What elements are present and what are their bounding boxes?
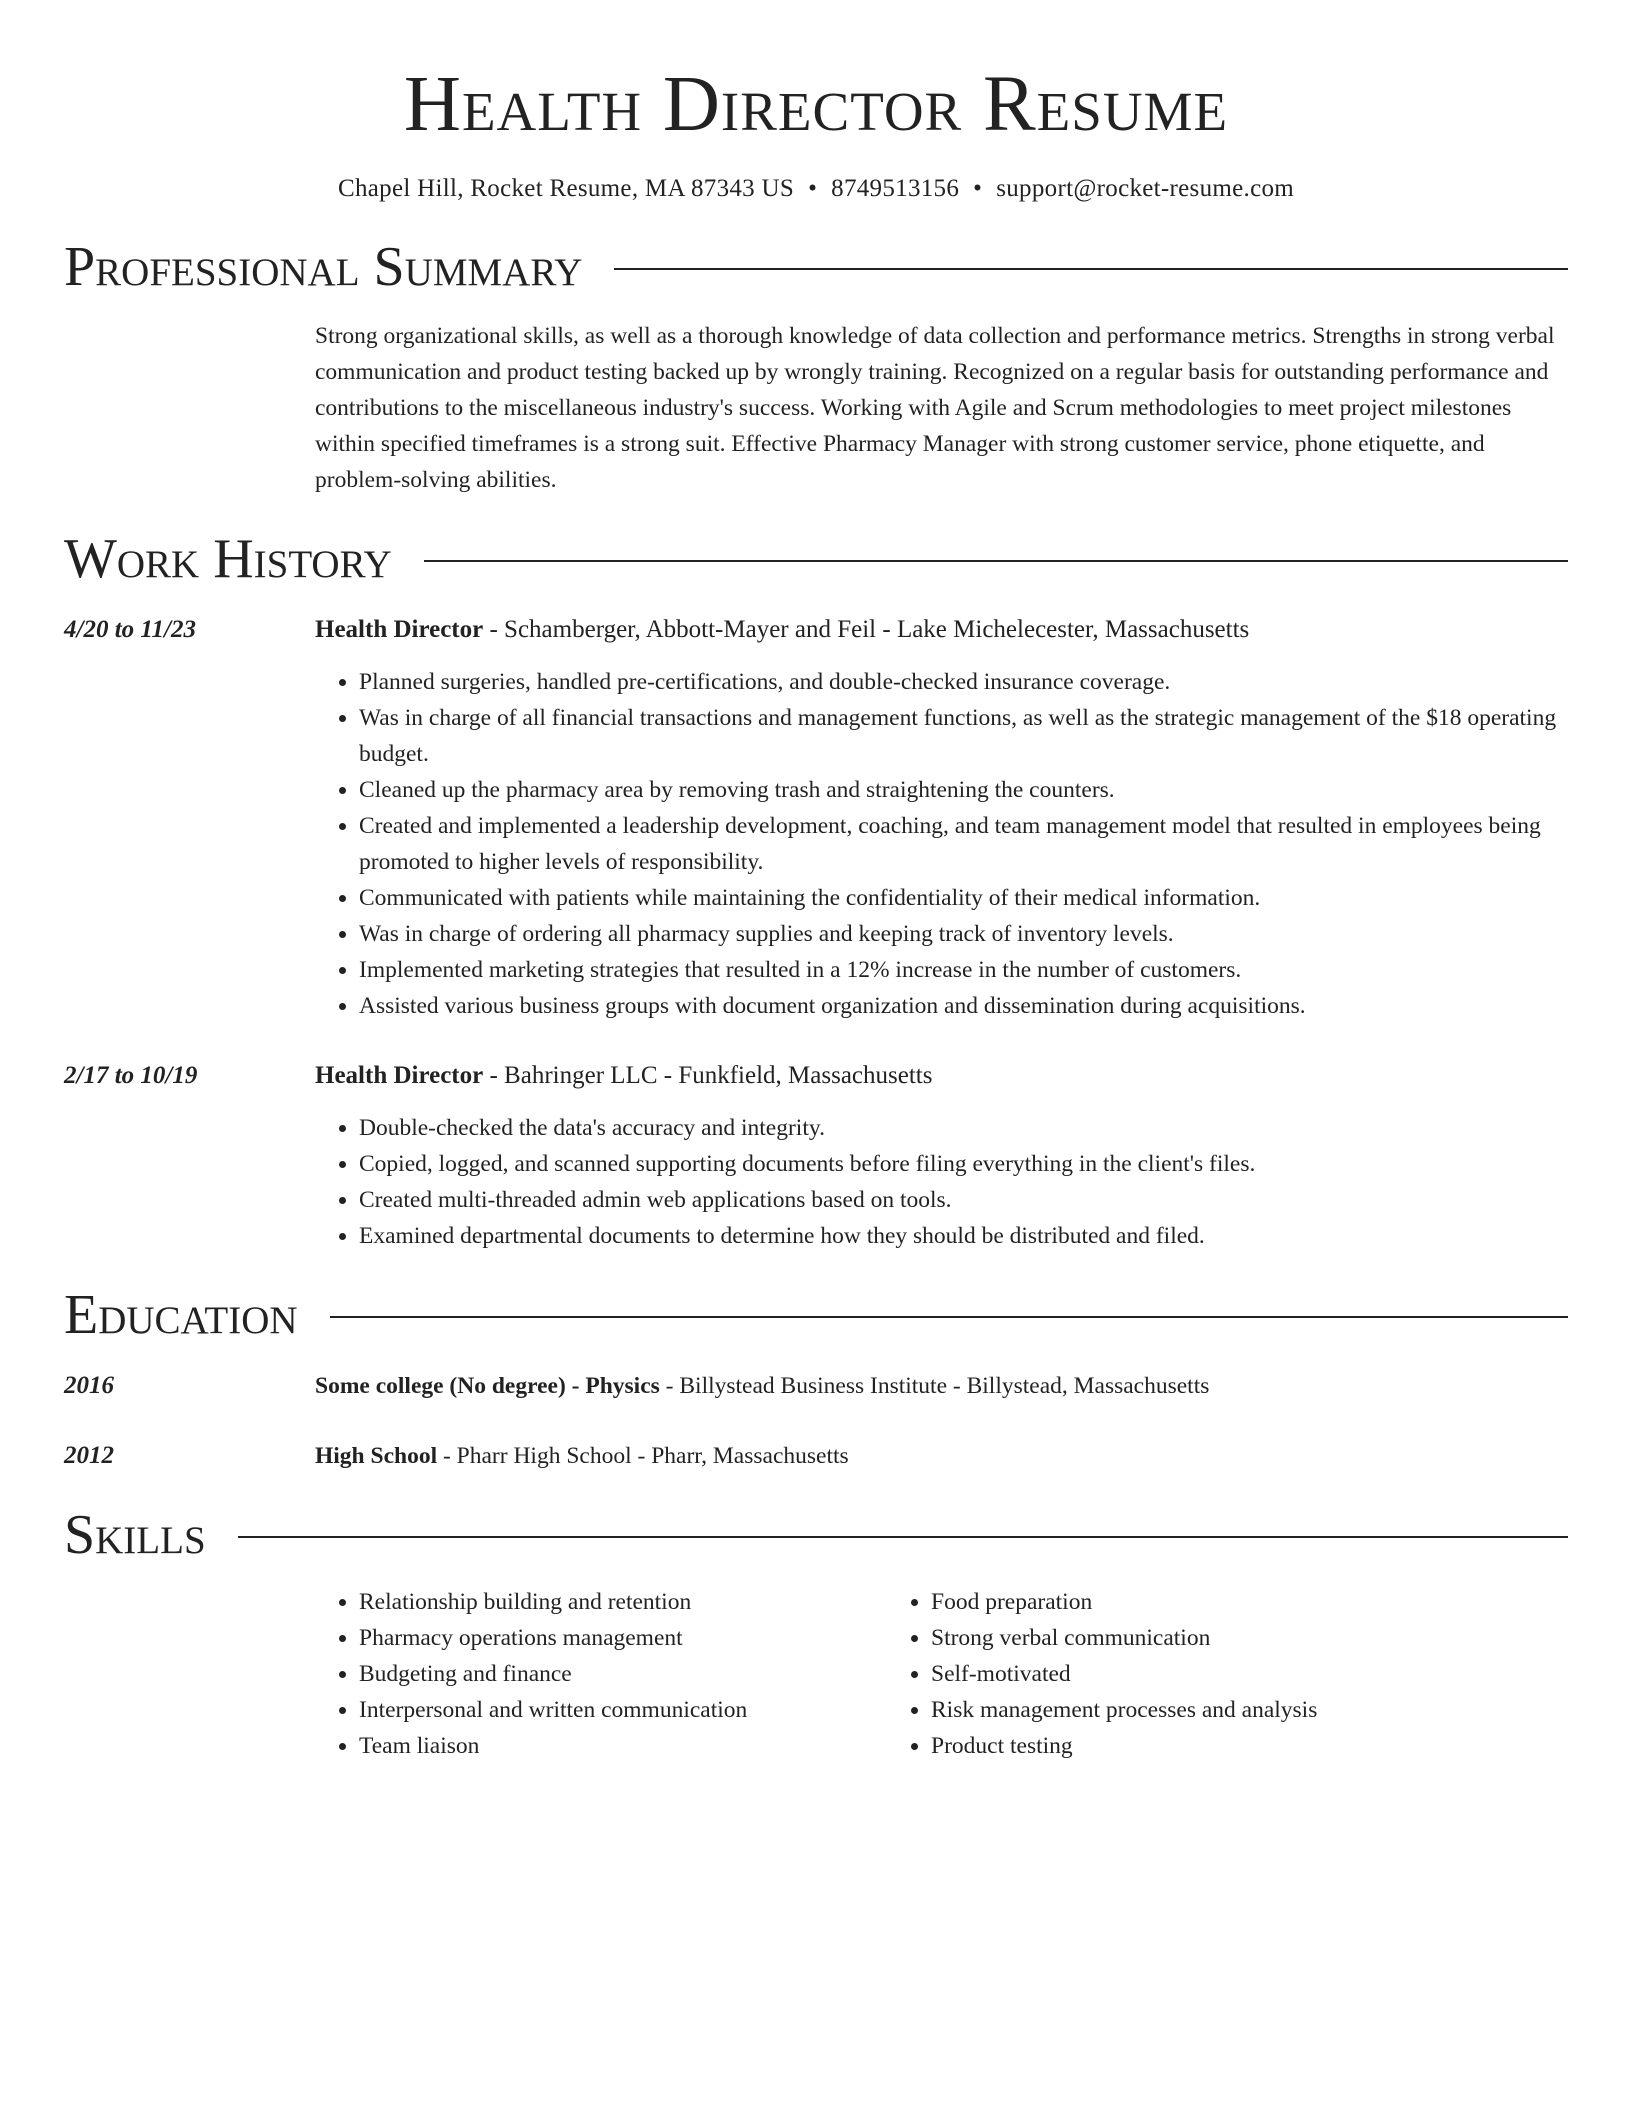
section-header-summary: [64, 232, 1568, 302]
list-item: • Copied, logged, and scanned supporting documents before filing everything in the client's files.: [359, 1146, 1568, 1182]
skills-list-right: [887, 1584, 1459, 1764]
section-title-work: Work History: [64, 528, 392, 590]
education-entry: [64, 1438, 1568, 1474]
job-employer: - Bahringer LLC - Funkfield, Massachusetts: [483, 1062, 933, 1089]
education-year: 2016: [64, 1372, 114, 1399]
job-bullet-list: [315, 1110, 1568, 1254]
list-item: • Product testing: [931, 1728, 1459, 1764]
education-degree: Some college (No degree) - Physics: [315, 1373, 660, 1399]
job-heading: [315, 1058, 1568, 1094]
section-title-summary: Professional Summary: [64, 236, 583, 298]
section-header-work: [64, 524, 1568, 594]
job-dates: 2/17 to 10/19: [64, 1062, 198, 1089]
education-school: - Billystead Business Institute - Billystead, Massachusetts: [659, 1373, 1210, 1399]
list-item: • Double-checked the data's accuracy and integrity.: [359, 1110, 1568, 1146]
list-item: • Self-motivated: [931, 1656, 1459, 1692]
contact-line: [64, 172, 1568, 206]
contact-phone: 8749513156: [831, 175, 960, 202]
list-item: • Relationship building and retention: [359, 1584, 887, 1620]
list-item: • Created multi-threaded admin web applications based on tools.: [359, 1182, 1568, 1218]
list-item: • Created and implemented a leadership development, coaching, and team management model that resulted in employees being promoted to higher levels of responsibility.: [359, 808, 1568, 880]
list-item: • Pharmacy operations management: [359, 1620, 887, 1656]
list-item: • Food preparation: [931, 1584, 1459, 1620]
skills-list-left: [315, 1584, 887, 1764]
job-heading: [315, 612, 1568, 648]
section-divider: [330, 1316, 1568, 1318]
contact-address: Chapel Hill, Rocket Resume, MA 87343 US: [337, 175, 795, 202]
education-entry: [64, 1368, 1568, 1404]
list-item: • Was in charge of all financial transactions and management functions, as well as the strategic management of the $18 operating budget.: [359, 700, 1568, 772]
job-content: [315, 1058, 1568, 1254]
summary-text: Strong organizational skills, as well as a thorough knowledge of data collection and performance metrics. Strengths in strong verbal communication and product testing backed up by wrongly training. Recognized on a regular basis for outstanding performance and contributions to the miscellaneous industry's success. Working with Agile and Scrum methodologies to meet project milestones within specified timeframes is a strong suit. Effective Pharmacy Manager with strong customer service, phone etiquette, and problem-solving abilities.: [315, 323, 1555, 493]
section-title-education: Education: [64, 1284, 298, 1346]
job-bullet-list: [315, 664, 1568, 1024]
job-entry: [64, 612, 1568, 1024]
list-item: • Implemented marketing strategies that resulted in a 12% increase in the number of customers.: [359, 952, 1568, 988]
list-item: • Team liaison: [359, 1728, 887, 1764]
list-item: • Cleaned up the pharmacy area by removing trash and straightening the counters.: [359, 772, 1568, 808]
job-dates: 4/20 to 11/23: [64, 616, 196, 643]
section-divider: [238, 1536, 1568, 1538]
education-content: [315, 1438, 1568, 1474]
skills-row: [64, 1570, 1568, 1764]
resume-title: Health Director Resume: [403, 61, 1229, 148]
education-degree: High School: [315, 1443, 438, 1469]
list-item: • Interpersonal and written communication: [359, 1692, 887, 1728]
section-divider: [614, 268, 1568, 270]
contact-separator: •: [973, 175, 983, 202]
job-employer: - Schamberger, Abbott-Mayer and Feil - Lake Michelecester, Massachusetts: [483, 616, 1250, 643]
summary-spacer: [64, 318, 315, 498]
section-header-education: [64, 1280, 1568, 1350]
section-title-skills: Skills: [64, 1504, 206, 1566]
skills-spacer: [64, 1570, 315, 1764]
education-year: 2012: [64, 1442, 114, 1469]
section-header-skills: [64, 1500, 1568, 1570]
education-content: [315, 1368, 1568, 1404]
list-item: • Examined departmental documents to determine how they should be distributed and filed.: [359, 1218, 1568, 1254]
job-title: Health Director: [315, 616, 484, 643]
education-school: - Pharr High School - Pharr, Massachusetts: [437, 1443, 849, 1469]
contact-separator: •: [808, 175, 818, 202]
list-item: • Budgeting and finance: [359, 1656, 887, 1692]
list-item: • Strong verbal communication: [931, 1620, 1459, 1656]
summary-row: [64, 318, 1568, 498]
job-content: [315, 612, 1568, 1024]
list-item: • Risk management processes and analysis: [931, 1692, 1459, 1728]
list-item: • Communicated with patients while maintaining the confidentiality of their medical information.: [359, 880, 1568, 916]
job-entry: [64, 1058, 1568, 1254]
list-item: • Was in charge of ordering all pharmacy supplies and keeping track of inventory levels.: [359, 916, 1568, 952]
list-item: • Assisted various business groups with document organization and dissemination during acquisitions.: [359, 988, 1568, 1024]
contact-email: support@rocket-resume.com: [996, 175, 1295, 202]
list-item: • Planned surgeries, handled pre-certifications, and double-checked insurance coverage.: [359, 664, 1568, 700]
job-title: Health Director: [315, 1062, 484, 1089]
skills-columns: [315, 1584, 1568, 1764]
section-divider: [424, 560, 1568, 562]
